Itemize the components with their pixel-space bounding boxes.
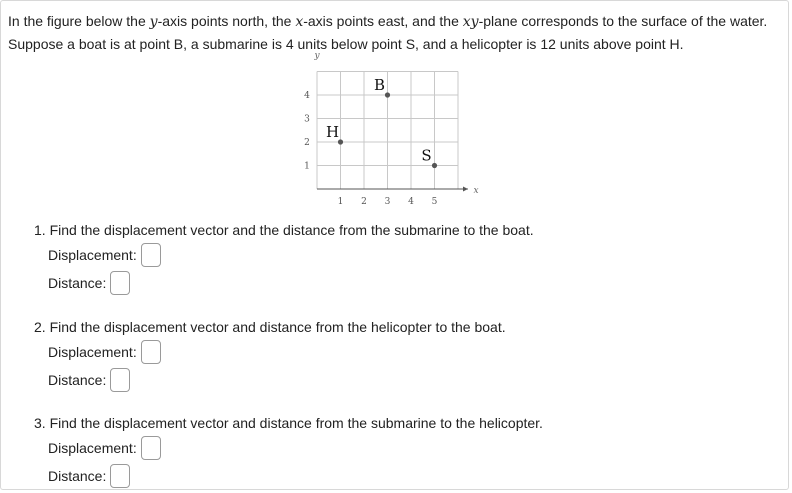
q3-displacement-input[interactable]: [141, 436, 161, 460]
problem-intro: [8, 10, 778, 55]
question-3: 3. Find the displacement vector and distance from the submarine to the helicopter.: [34, 415, 543, 431]
intro-text-4: -plane corresponds to the surface of the water. Suppose a boat is at point B, a submarine is 4 units below point S, and a helicopter is 12 units above point H.: [8, 13, 768, 52]
question-2: 2. Find the displacement vector and distance from the helicopter to the boat.: [34, 319, 506, 335]
y-symbol: y: [149, 14, 158, 30]
q3-distance-input[interactable]: [110, 464, 130, 488]
coordinate-figure: [296, 50, 496, 210]
x-axis-arrow: [463, 187, 468, 192]
q1-displacement-label: Displacement:: [48, 247, 137, 263]
y-tick-label: 1: [304, 161, 310, 172]
y-tick-label: 4: [304, 91, 310, 101]
point-b: [385, 92, 390, 97]
q2-displacement-input[interactable]: [141, 340, 161, 364]
q1-distance-input[interactable]: [110, 271, 130, 295]
q1-distance-row: [48, 271, 130, 295]
q2-displacement-label: Displacement:: [48, 344, 137, 360]
q1-displacement-row: [48, 243, 161, 267]
x-symbol: x: [295, 14, 304, 30]
x-tick-label: 5: [431, 197, 438, 207]
q2-distance-label: Distance:: [48, 372, 107, 388]
q2-displacement-row: [48, 340, 161, 364]
intro-text-3: -axis points east, and the: [303, 13, 463, 29]
x-tick-label: 4: [408, 197, 414, 207]
question-1: 1. Find the displacement vector and the distance from the submarine to the boat.: [34, 222, 534, 238]
y-tick-label: 2: [304, 138, 310, 148]
y-axis-label: y: [314, 51, 320, 61]
x-tick-label: 1: [337, 197, 344, 207]
q2-distance-row: [48, 368, 130, 392]
x-tick-label: 3: [384, 197, 391, 207]
x-axis-label: x: [473, 186, 479, 196]
point-label-s: S: [421, 146, 432, 165]
q3-distance-row: [48, 464, 130, 488]
xy-symbol: xy: [462, 14, 479, 30]
coordinate-plot: [296, 50, 496, 210]
q1-displacement-input[interactable]: [141, 243, 161, 267]
intro-text-1: In the figure below the: [8, 13, 150, 29]
point-s: [432, 163, 437, 168]
q2-distance-input[interactable]: [110, 368, 130, 392]
intro-text-2: -axis points north, the: [157, 13, 296, 29]
x-tick-label: 2: [361, 197, 367, 207]
y-tick-label: 3: [304, 114, 310, 125]
point-label-b: B: [373, 76, 386, 94]
point-label-h: H: [325, 123, 340, 141]
q3-distance-label: Distance:: [48, 468, 107, 484]
q3-displacement-row: [48, 436, 161, 460]
q3-displacement-label: Displacement:: [48, 440, 137, 456]
q1-distance-label: Distance:: [48, 275, 107, 291]
